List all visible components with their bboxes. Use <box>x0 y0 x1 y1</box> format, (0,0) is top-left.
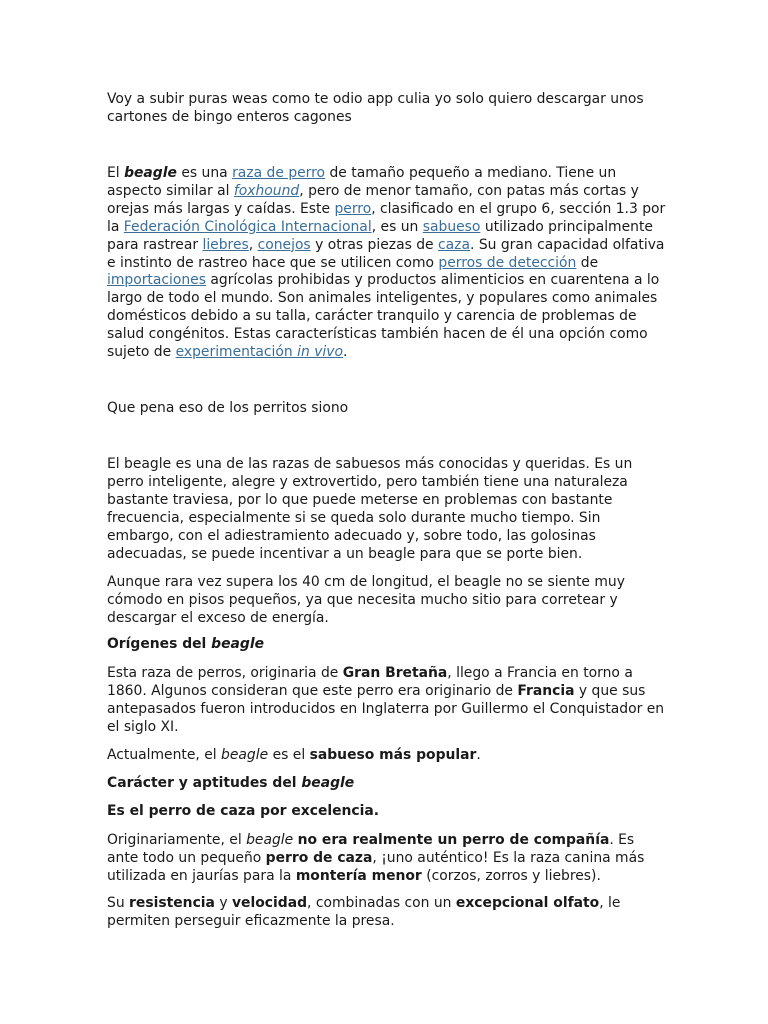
text-run: Esta raza de perros, originaria de <box>107 665 343 681</box>
text-run: . Su gran capacidad olfativa e instinto de rastreo hace que se utilicen como <box>107 236 665 271</box>
inline-link[interactable]: importaciones <box>107 272 206 289</box>
text-run: beagle <box>221 747 269 763</box>
text-run: es el <box>268 747 310 763</box>
text-run: utilizado principalmente para rastrear <box>107 218 653 253</box>
text-run: , ¡uno auténtico! Es la raza canina más utilizada en jaurías para la <box>107 849 645 884</box>
text-run: , le permiten perseguir eficazmente la presa. <box>107 895 621 929</box>
intro-comment-paragraph <box>107 91 667 127</box>
text-run: Actualmente, el <box>107 747 222 763</box>
text-run: montería menor <box>295 867 422 884</box>
inline-link[interactable]: raza de perro <box>232 165 326 181</box>
inline-link[interactable]: perro <box>334 200 372 217</box>
inline-link[interactable]: foxhound <box>233 182 300 199</box>
inline-link[interactable]: experimentación <box>175 344 298 361</box>
text-run: Es el perro de caza por excelencia. <box>107 803 380 819</box>
text-run: beagle <box>211 636 265 652</box>
text-run: , es un <box>371 218 423 235</box>
text-run: y que sus antepasados fueron introducidos en Inglaterra por Guillermo el Conquistador en el siglo XI. <box>107 682 665 735</box>
text-run: beagle <box>301 775 355 791</box>
origins-paragraph <box>107 665 667 737</box>
text-run: Orígenes del <box>107 636 212 652</box>
inline-link[interactable]: sabueso <box>422 218 481 235</box>
text-run: de <box>576 254 599 271</box>
text-run: Que pena eso de los perritos siono <box>107 400 349 416</box>
text-run: , clasificado en el grupo 6, sección 1.3 por la <box>107 200 666 235</box>
hunting-paragraph <box>107 832 667 886</box>
inline-link[interactable]: in vivo <box>297 344 343 361</box>
text-run: es una <box>176 165 233 181</box>
text-run: El beagle es una de las razas de sabuesos más conocidas y queridas. Es un perro inteligente, alegre y extrovertido, pero también tiene una naturaleza bastante traviesa, por lo que puede meterse en problemas con bastante frecuencia, especialmente si se queda solo durante mucho tiempo. Sin embargo, con el adiestramiento adecuado y, sobre todo, las golosinas adecuadas, se puede incentivar a un beagle para que se porte bien. <box>107 456 633 562</box>
text-run: Aunque rara vez supera los 40 cm de longitud, el beagle no se siente muy cómodo en pisos pequeños, ya que necesita mucho sitio para corretear y descargar el exceso de energía. <box>107 574 625 626</box>
popularity-paragraph <box>107 747 667 765</box>
text-run: resistencia <box>129 895 215 911</box>
text-run: y otras piezas de <box>310 236 439 253</box>
beagle-size-paragraph <box>107 574 667 628</box>
inline-link[interactable]: Federación Cinológica Internacional <box>123 218 372 235</box>
text-run: . <box>476 747 481 763</box>
text-run: Gran Bretaña <box>342 665 448 681</box>
text-run: excepcional olfato <box>455 895 600 911</box>
text-run: , llego a Francia en torno a 1860. Algunos consideran que este perro era originario de <box>107 665 633 699</box>
text-run: (corzos, zorros y liebres). <box>421 867 601 884</box>
character-heading <box>107 775 667 793</box>
text-run: . <box>343 344 348 361</box>
origins-heading <box>107 636 667 654</box>
hunting-dog-heading <box>107 803 667 821</box>
beagle-temperament-paragraph <box>107 456 667 563</box>
text-run: beagle <box>124 165 177 181</box>
text-run: El <box>107 165 125 181</box>
text-run: , <box>248 236 258 253</box>
resistance-paragraph <box>107 895 667 931</box>
text-run: no era realmente un perro de compañía <box>297 832 610 848</box>
text-run: , pero de menor tamaño, con patas más cortas y orejas más largas y caídas. Este <box>107 182 639 217</box>
text-run: perro de caza <box>265 849 373 866</box>
text-run: sabueso más popular <box>309 747 477 763</box>
text-run: de tamaño pequeño a mediano. Tiene un aspecto similar al <box>107 165 617 199</box>
inline-link[interactable]: conejos <box>257 236 311 253</box>
text-run: agrícolas prohibidas y productos alimenticios en cuarentena a lo largo de todo el mundo. Son animales inteligentes, y populares como animales domésticos debido a su talla, carácter tranquilo y carencia de problemas de salud congénitos. Estas características también hacen de él una opción como sujeto de <box>107 272 660 361</box>
text-run: velocidad <box>232 895 308 911</box>
text-run: Voy a subir puras weas como te odio app culia yo solo quiero descargar unos cartones de bingo enteros cagones <box>107 91 644 125</box>
inline-link[interactable]: caza <box>438 236 470 253</box>
beagle-description-paragraph <box>107 165 667 362</box>
inline-link[interactable]: perros de detección <box>438 254 577 271</box>
text-run: Originariamente, el <box>107 832 247 848</box>
perritos-comment-paragraph <box>107 400 667 418</box>
text-run: Su <box>107 895 130 911</box>
text-run: beagle <box>246 832 294 848</box>
text-run: Francia <box>517 682 575 699</box>
text-run: , combinadas con un <box>307 895 456 911</box>
text-run: Carácter y aptitudes del <box>107 775 302 791</box>
inline-link[interactable]: liebres <box>202 236 249 253</box>
text-run: . Es ante todo un pequeño <box>107 832 635 866</box>
text-run: y <box>214 895 232 911</box>
